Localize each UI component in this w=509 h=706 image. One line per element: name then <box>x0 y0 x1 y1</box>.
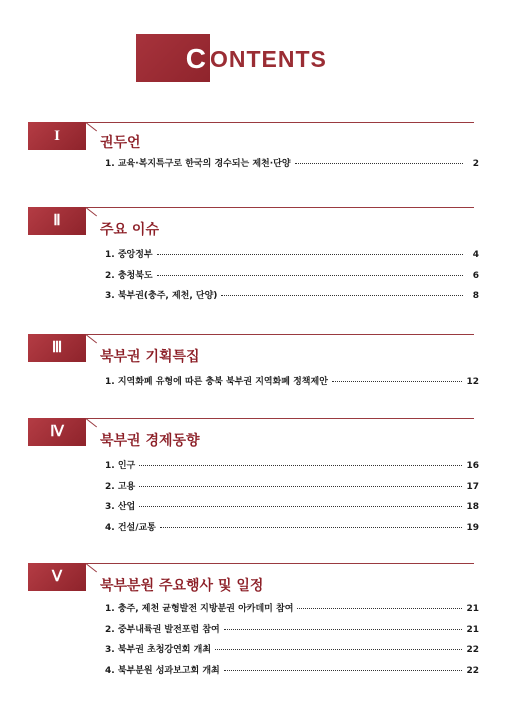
toc-entry-label: 2. 중부내륙권 발전포럼 참여 <box>105 624 220 635</box>
section-divider <box>86 563 474 564</box>
toc-entry-label: 1. 중앙정부 <box>105 250 153 260</box>
dot-leader <box>295 163 463 164</box>
section-entries <box>105 156 479 177</box>
section-divider <box>86 207 474 208</box>
section-divider <box>86 334 474 335</box>
section-numeral-badge: I <box>28 122 86 150</box>
dot-leader <box>224 629 463 630</box>
toc-entry[interactable] <box>105 288 479 309</box>
section-numeral-badge: Ⅳ <box>28 418 86 446</box>
toc-entry-page: 17 <box>466 481 479 492</box>
toc-entry-page: 21 <box>466 624 479 635</box>
toc-entry[interactable] <box>105 247 479 268</box>
dot-leader <box>139 506 462 507</box>
section-numeral-badge: Ⅱ <box>28 207 86 235</box>
toc-entry-label: 3. 북부권(충주, 제천, 단양) <box>105 291 218 301</box>
dot-leader <box>139 465 462 466</box>
section-divider-slant <box>85 563 97 572</box>
section-divider-slant <box>85 418 97 427</box>
toc-entry[interactable] <box>105 663 479 684</box>
toc-entry[interactable] <box>105 601 479 622</box>
toc-entry-page: 4 <box>472 250 479 260</box>
toc-entry-page: 6 <box>472 270 479 281</box>
toc-entry-label: 1. 지역화폐 유형에 따른 충북 북부권 지역화폐 정책제안 <box>105 377 328 387</box>
section-divider <box>86 418 474 419</box>
toc-entry-page: 22 <box>466 665 479 676</box>
toc-entry-page: 21 <box>466 604 479 614</box>
section-numeral-badge: Ⅲ <box>28 334 86 362</box>
section-entries <box>105 374 479 395</box>
toc-entry-label: 3. 산업 <box>105 502 136 512</box>
toc-entry-page: 18 <box>466 502 479 512</box>
dot-leader <box>221 295 463 296</box>
toc-entry-page: 8 <box>472 291 479 301</box>
section-numeral-badge: Ⅴ <box>28 563 86 591</box>
toc-entry-label: 1. 교육·복지특구로 한국의 경수되는 제천·단양 <box>105 159 291 169</box>
dot-leader <box>157 254 463 255</box>
toc-entry-page: 22 <box>466 645 479 655</box>
toc-entry-page: 12 <box>466 377 479 387</box>
dot-leader <box>224 670 463 671</box>
toc-entry-label: 3. 북부권 초청강연회 개최 <box>105 645 212 655</box>
dot-leader <box>332 381 463 382</box>
section-title: 권두언 <box>100 135 141 151</box>
toc-entry[interactable] <box>105 374 479 395</box>
section-title: 북부권 기획특집 <box>100 349 200 365</box>
section-title: 북부권 경제동향 <box>100 433 200 449</box>
toc-entry[interactable] <box>105 479 479 500</box>
section-divider-slant <box>85 334 97 343</box>
toc-entry[interactable] <box>105 499 479 520</box>
title-first-letter: C <box>185 43 206 74</box>
toc-entry[interactable] <box>105 520 479 541</box>
section-divider <box>86 122 474 123</box>
dot-leader <box>297 608 462 609</box>
toc-entry[interactable] <box>105 642 479 663</box>
section-title: 주요 이슈 <box>100 222 159 238</box>
contents-title <box>136 34 366 82</box>
dot-leader <box>139 486 462 487</box>
toc-entry-page: 16 <box>466 461 479 471</box>
section-entries <box>105 601 479 683</box>
toc-entry[interactable] <box>105 458 479 479</box>
toc-entry-label: 1. 충주, 제천 균형발전 지방분권 아카데미 참여 <box>105 604 294 614</box>
toc-entry-label: 4. 건설/교통 <box>105 522 156 533</box>
toc-entry-label: 2. 충청북도 <box>105 270 153 281</box>
dot-leader <box>215 649 462 650</box>
toc-entry[interactable] <box>105 268 479 289</box>
toc-entry[interactable] <box>105 622 479 643</box>
toc-entry-label: 2. 고용 <box>105 481 136 492</box>
section-divider-slant <box>85 207 97 216</box>
toc-entry[interactable] <box>105 156 479 177</box>
toc-entry-label: 4. 북부분원 성과보고회 개최 <box>105 665 220 676</box>
section-entries <box>105 247 479 309</box>
section-title: 북부분원 주요행사 및 일정 <box>100 578 264 594</box>
dot-leader <box>160 527 463 528</box>
section-divider-slant <box>85 122 97 131</box>
toc-entry-label: 1. 인구 <box>105 461 136 471</box>
toc-entry-page: 19 <box>466 522 479 533</box>
toc-entry-page: 2 <box>472 159 479 169</box>
title-rest: ONTENTS <box>210 46 327 72</box>
dot-leader <box>157 275 463 276</box>
section-entries <box>105 458 479 540</box>
